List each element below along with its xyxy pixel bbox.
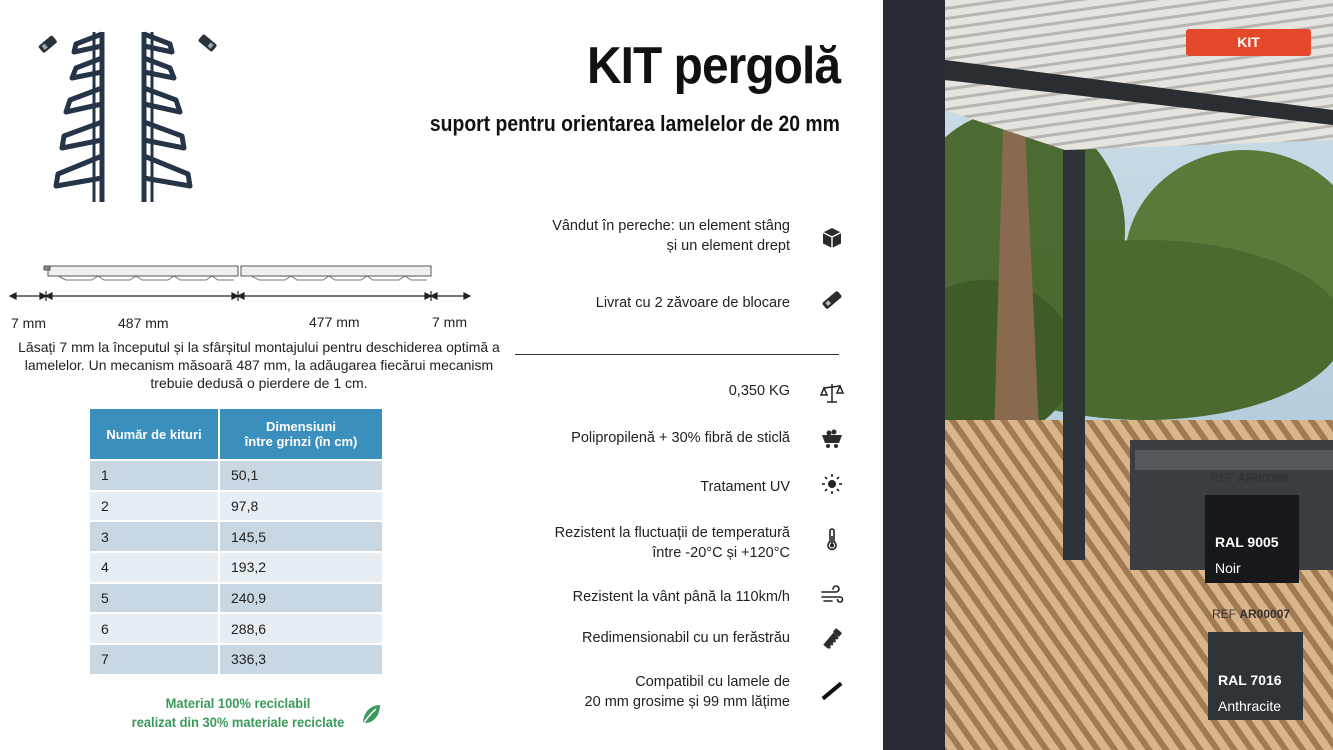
ref-code: AR00007: [1239, 607, 1291, 621]
col-header-dimensions: [220, 409, 382, 459]
right-bracket-icon: [144, 32, 190, 202]
features-divider: [515, 354, 839, 355]
kit-dimensions-table: [90, 409, 382, 674]
swatch-color-name: Anthracite: [1218, 698, 1282, 714]
feature-delivered-with: Livrat cu 2 zăvoare de blocare: [595, 295, 790, 311]
latch-right-icon: [198, 34, 218, 52]
scale-icon: [820, 381, 844, 405]
feature-weight: 0,350 KG: [728, 383, 790, 399]
table-row: [90, 643, 382, 674]
cell-kits: 4: [90, 551, 220, 582]
table-row: [90, 490, 382, 521]
feature-compatible-line1: Compatibil cu lamele de: [635, 674, 790, 690]
color-ref-label: [1212, 607, 1290, 621]
bracket-pair-illustration: [36, 26, 226, 208]
cell-size: 288,6: [220, 612, 382, 643]
cell-kits: 7: [90, 643, 220, 674]
leaf-icon: [360, 703, 382, 727]
sun-icon: [820, 472, 844, 496]
material-cart-icon: [820, 426, 844, 450]
feature-sold-in-pairs-line1: Vândut în pereche: un element stâng: [552, 218, 790, 234]
feature-wind: Rezistent la vânt până la 110km/h: [572, 589, 790, 605]
col-header-kits: Număr de kituri: [90, 409, 220, 459]
feature-temperature-line1: Rezistent la fluctuații de temperatură: [554, 525, 790, 541]
left-bracket-icon: [56, 32, 102, 202]
saw-icon: [820, 627, 844, 651]
table-row: [90, 551, 382, 582]
page-title: KIT pergolă: [586, 37, 840, 95]
page-subtitle: suport pentru orientarea lamelelor de 20 mm: [430, 111, 840, 136]
table-row: [90, 582, 382, 613]
recycle-line-2: realizat din 30% materiale reciclate: [131, 714, 345, 730]
swatch-ral-code: RAL 9005: [1215, 534, 1279, 550]
cell-kits: 3: [90, 520, 220, 551]
dim-segment-2: 477 mm: [309, 314, 360, 330]
ref-code: AR00008: [1237, 471, 1289, 485]
color-ref-label: [1210, 471, 1288, 485]
feature-material: Polipropilenă + 30% fibră de sticlă: [571, 430, 790, 446]
feature-compatible-line2: 20 mm grosime și 99 mm lățime: [584, 694, 790, 710]
kit-badge: KIT: [1186, 29, 1311, 56]
slat-icon: [820, 679, 844, 703]
color-swatch-noir: [1205, 495, 1299, 583]
cell-size: 145,5: [220, 520, 382, 551]
table-header-row: [90, 409, 382, 459]
cell-size: 50,1: [220, 459, 382, 490]
ref-prefix: REF: [1210, 471, 1234, 485]
col-header-dimensions-line1: Dimensiuni: [265, 419, 337, 434]
feature-resizable: Redimensionabil cu un ferăstrău: [582, 630, 790, 646]
dim-right-margin: 7 mm: [432, 314, 467, 330]
cell-kits: 1: [90, 459, 220, 490]
mechanism-profile-drawing: [8, 258, 478, 303]
feature-compatible: [585, 672, 790, 712]
cell-kits: 2: [90, 490, 220, 521]
recycle-note: [128, 694, 349, 732]
feature-temperature-line2: între -20°C și +120°C: [652, 545, 790, 561]
cell-size: 336,3: [220, 643, 382, 674]
cell-size: 97,8: [220, 490, 382, 521]
ref-prefix: REF: [1212, 607, 1236, 621]
dimension-diagram: [8, 258, 478, 336]
feature-uv: Tratament UV: [700, 479, 790, 495]
table-row: [90, 612, 382, 643]
thermometer-icon: [820, 528, 844, 552]
cell-size: 240,9: [220, 582, 382, 613]
box-icon: [820, 226, 844, 250]
table-row: [90, 520, 382, 551]
mounting-instructions: Lăsați 7 mm la începutul și la sfârșitul montajului pentru deschiderea optimă a lamelelor. Un mecanism măsoară 487 mm, la adăugarea fiecărui mecanism trebuie dedusă o pierdere de 1 cm.: [18, 339, 500, 391]
dim-segment-1: 487 mm: [118, 315, 169, 331]
feature-temperature: [555, 523, 790, 563]
feature-sold-in-pairs-line2: și un element drept: [666, 238, 790, 254]
dim-left-margin: 7 mm: [11, 315, 46, 331]
cell-kits: 5: [90, 582, 220, 613]
cell-kits: 6: [90, 612, 220, 643]
swatch-ral-code: RAL 7016: [1218, 672, 1282, 688]
wind-icon: [820, 584, 844, 608]
table-row: [90, 459, 382, 490]
latch-left-icon: [38, 35, 58, 53]
color-swatch-anthracite: [1208, 632, 1303, 720]
feature-sold-in-pairs: [552, 216, 790, 256]
cell-size: 193,2: [220, 551, 382, 582]
latch-icon: [820, 288, 844, 312]
recycle-line-1: Material 100% reciclabil: [165, 695, 311, 711]
decorative-dark-panel: [883, 0, 945, 750]
swatch-color-name: Noir: [1215, 560, 1241, 576]
col-header-dimensions-line2: între grinzi (în cm): [244, 434, 358, 449]
